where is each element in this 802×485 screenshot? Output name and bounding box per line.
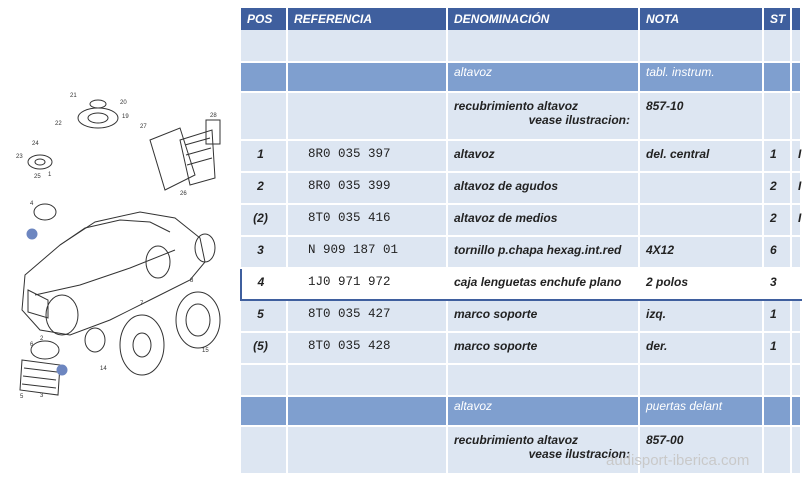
cell-st: 1	[763, 140, 791, 172]
cell-pos	[241, 92, 287, 140]
parts-table	[240, 8, 802, 475]
cell-ref: 8R0 035 399	[287, 172, 447, 204]
cell-pos	[241, 30, 287, 62]
cell-nota	[639, 30, 763, 62]
cell-ref: 1J0 971 972	[287, 268, 447, 300]
cell-nota: izq.	[639, 300, 763, 332]
header-st[interactable]: ST	[763, 8, 791, 30]
cell-den-sub: vease ilustracion:	[528, 447, 630, 461]
cell-ref	[287, 30, 447, 62]
cell-st	[763, 396, 791, 426]
callout-27: 27	[140, 124, 147, 130]
cell-pos	[241, 426, 287, 474]
cell-pos	[241, 396, 287, 426]
cell-nota: 4X12	[639, 236, 763, 268]
header-nota[interactable]: NOTA	[639, 8, 763, 30]
cell-den-sub: vease ilustracion:	[528, 113, 630, 127]
cell-st: 2	[763, 172, 791, 204]
cell-st: 1	[763, 300, 791, 332]
cell-nota	[639, 364, 763, 396]
cell-den-text: altavoz de agudos	[454, 179, 559, 193]
cell-st: 1	[763, 332, 791, 364]
table-row[interactable]	[241, 92, 801, 140]
parts-diagram[interactable]	[0, 0, 240, 480]
front-wheel	[46, 295, 78, 335]
cell-pos: 1	[241, 140, 287, 172]
cell-ref	[287, 364, 447, 396]
left-speaker	[28, 155, 52, 169]
table-row[interactable]	[241, 140, 801, 172]
callout-7: 7	[140, 301, 144, 307]
table-row[interactable]	[241, 268, 801, 300]
cell-ref	[287, 62, 447, 92]
cell-den	[447, 364, 639, 396]
cell-extra	[791, 332, 801, 364]
callout-22: 22	[55, 121, 62, 127]
cell-den	[447, 62, 639, 92]
cell-den	[447, 92, 639, 140]
cell-st	[763, 92, 791, 140]
cell-nota	[639, 204, 763, 236]
cell-extra	[791, 62, 801, 92]
cell-st	[763, 364, 791, 396]
cell-extra	[791, 364, 801, 396]
header-den[interactable]: DENOMINACIÓN	[447, 8, 639, 30]
cell-ref	[287, 396, 447, 426]
callout-26: 26	[180, 191, 187, 197]
rear-woofer	[176, 292, 220, 348]
marker-dot	[27, 229, 37, 239]
cell-pos: 3	[241, 236, 287, 268]
cell-st	[763, 30, 791, 62]
cell-den	[447, 30, 639, 62]
car-side-line	[35, 250, 175, 295]
cell-nota: 857-10	[639, 92, 763, 140]
cell-den-text: tornillo p.chapa hexag.int.red	[454, 243, 622, 257]
cell-nota: der.	[639, 332, 763, 364]
cell-ref: N 909 187 01	[287, 236, 447, 268]
front-speaker	[31, 341, 59, 359]
dash-speaker	[78, 108, 118, 128]
cell-extra: I	[791, 172, 801, 204]
header-pos[interactable]: POS	[241, 8, 287, 30]
callout-21: 21	[70, 93, 77, 99]
cell-extra	[791, 396, 801, 426]
cell-nota	[639, 172, 763, 204]
cell-pos: 5	[241, 300, 287, 332]
cell-nota: 2 polos	[639, 268, 763, 300]
callout-14: 14	[100, 366, 107, 372]
cell-den-text: altavoz	[454, 65, 493, 79]
cell-ref: 8T0 035 427	[287, 300, 447, 332]
marker-dot-2	[57, 365, 67, 375]
callout-2: 2	[40, 336, 44, 342]
table-row[interactable]	[241, 332, 801, 364]
cell-pos: (5)	[241, 332, 287, 364]
cell-extra: I	[791, 140, 801, 172]
cell-den	[447, 300, 639, 332]
cell-den-text: caja lenguetas enchufe plano	[454, 275, 622, 289]
cell-pos: 4	[241, 268, 287, 300]
speaker-grille	[20, 360, 60, 395]
cell-den-text: recubrimiento altavoz	[454, 99, 579, 113]
callout-25: 25	[34, 174, 41, 180]
header-ref[interactable]: REFERENCIA	[287, 8, 447, 30]
cell-nota: 857-00	[639, 426, 763, 474]
cell-den-text: marco soporte	[454, 339, 538, 353]
cell-nota: del. central	[639, 140, 763, 172]
cell-ref	[287, 92, 447, 140]
cell-st: 3	[763, 268, 791, 300]
cell-den	[447, 332, 639, 364]
callout-15: 15	[202, 348, 209, 354]
cell-extra: I	[791, 204, 801, 236]
table-header	[241, 8, 801, 30]
cell-pos: 2	[241, 172, 287, 204]
cell-ref: 8T0 035 428	[287, 332, 447, 364]
cell-extra	[791, 300, 801, 332]
cell-nota: tabl. instrum.	[639, 62, 763, 92]
callout-1: 1	[48, 172, 52, 178]
cell-extra	[791, 236, 801, 268]
callout-24: 24	[32, 141, 39, 147]
cell-den-text: marco soporte	[454, 307, 538, 321]
table-row[interactable]	[241, 300, 801, 332]
cell-ref: 8T0 035 416	[287, 204, 447, 236]
cell-den-text: altavoz	[454, 399, 493, 413]
watermark: audisport-iberica.com	[606, 452, 750, 469]
callout-labels	[16, 93, 217, 400]
callout-5: 5	[20, 394, 24, 400]
header-extra	[791, 8, 801, 30]
table-row[interactable]	[241, 364, 801, 396]
cell-extra	[791, 92, 801, 140]
cell-den-text: recubrimiento altavoz	[454, 433, 579, 447]
cell-pos	[241, 62, 287, 92]
door-woofer	[120, 315, 164, 375]
callout-28: 28	[210, 113, 217, 119]
callout-6: 6	[30, 342, 34, 348]
callout-19: 19	[122, 114, 129, 120]
car-roof-line	[60, 220, 170, 245]
cell-pos: (2)	[241, 204, 287, 236]
callout-20: 20	[120, 100, 127, 106]
cell-den-text: altavoz	[454, 147, 495, 161]
table-row[interactable]	[241, 172, 801, 204]
cell-pos	[241, 364, 287, 396]
cell-den	[447, 396, 639, 426]
cell-ref	[287, 426, 447, 474]
tweeter	[34, 204, 56, 220]
callout-8: 8	[190, 278, 194, 284]
cell-extra	[791, 30, 801, 62]
callout-23: 23	[16, 154, 23, 160]
cell-den	[447, 204, 639, 236]
cell-ref: 8R0 035 397	[287, 140, 447, 172]
table-row[interactable]	[241, 204, 801, 236]
table-row[interactable]	[241, 30, 801, 62]
cell-extra	[791, 426, 801, 474]
cell-st	[763, 426, 791, 474]
cell-den	[447, 268, 639, 300]
table-row[interactable]	[241, 62, 801, 92]
callout-4a: 4	[30, 201, 34, 207]
mid-speaker	[85, 328, 105, 352]
cell-nota: puertas delant	[639, 396, 763, 426]
table-row[interactable]	[241, 396, 801, 426]
callout-3: 3	[40, 393, 44, 399]
cell-den-text: altavoz de medios	[454, 211, 558, 225]
cell-den	[447, 172, 639, 204]
rear-wheel	[146, 246, 170, 278]
cell-st	[763, 62, 791, 92]
cell-den	[447, 236, 639, 268]
cell-den	[447, 140, 639, 172]
exploded-view-illustration	[0, 0, 240, 480]
rear-tweeter	[195, 234, 215, 262]
cell-st: 6	[763, 236, 791, 268]
cell-st: 2	[763, 204, 791, 236]
cell-extra	[791, 268, 801, 300]
table-row[interactable]	[241, 236, 801, 268]
